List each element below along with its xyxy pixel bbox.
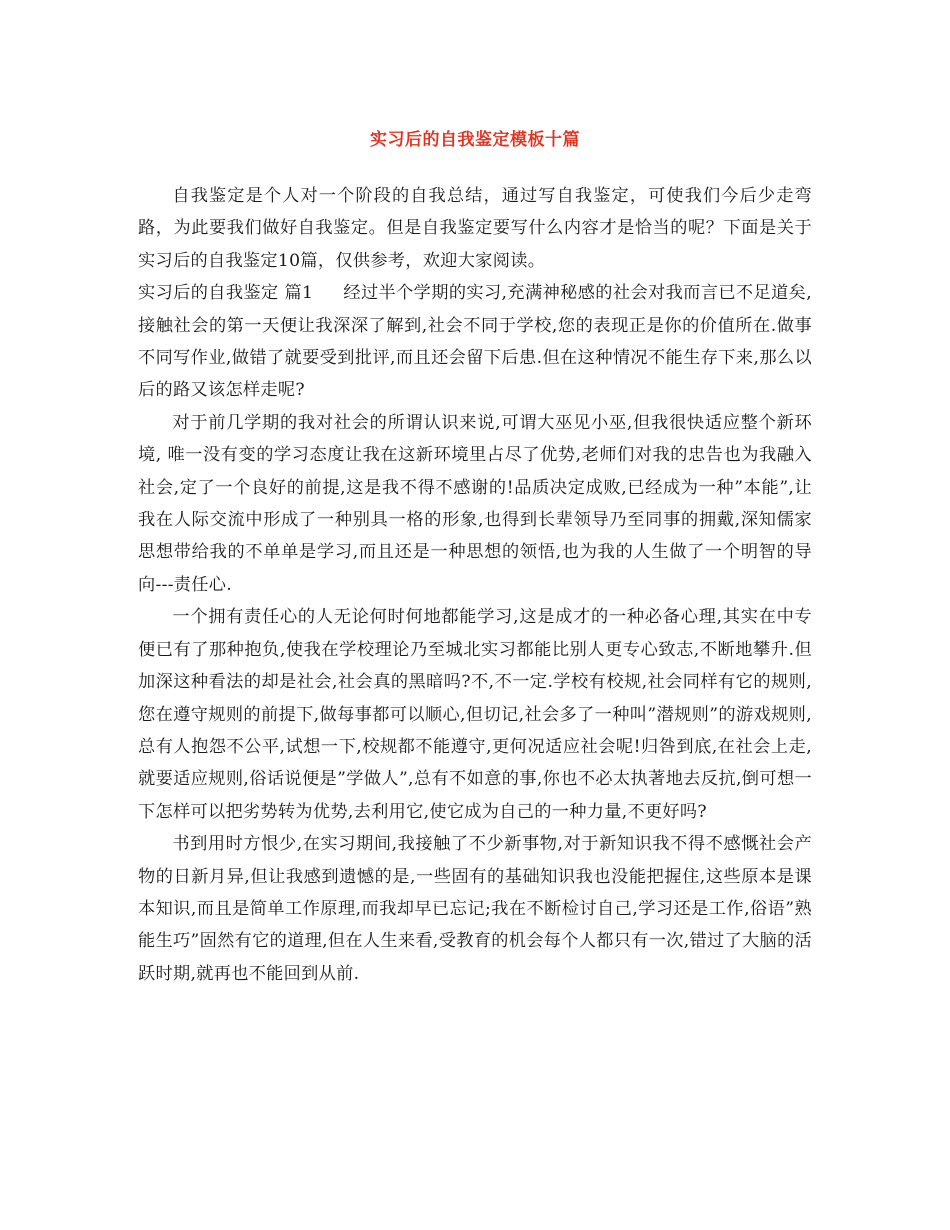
body-paragraph-2: 一个拥有责任心的人无论何时何地都能学习,这是成才的一种必备心理,其实在中专便已有了那种抱负,使我在学校理论乃至城北实习都能比别人更专心致志,不断地攀升.但加深这种看法的却是社会,社会真的黑暗吗?不,不一定.学校有校规,社会同样有它的规则,您在遵守规则的前提下,做每事都可以顺心,但切记,社会多了一种叫”潜规则”的游戏规则,总有人抱怨不公平,试想一下,校规都不能遵守,更何况适应社会呢!归咎到底,在社会上走,就要适应规则,俗话说便是”学做人”,总有不如意的事,你也不必太执著地去反抗,倒可想一下怎样可以把劣势转为优势,去利用它,使它成为自己的一种力量,不更好吗? (138, 607, 812, 822)
section-1-paragraph (138, 277, 812, 407)
body-paragraph-1: 对于前几学期的我对社会的所谓认识来说,可谓大巫见小巫,但我很快适应整个新环境, 唯一没有变的学习态度让我在这新环境里占尽了优势,老师们对我的忠告也为我融入社会,定了一个良好的前提,这是我不得不感谢的!品质决定成败,已经成为一种”本能”,让我在人际交流中形成了一种别具一格的形象,也得到长辈领导乃至同事的拥戴,深知儒家思想带给我的不单单是学习,而且还是一种思想的领悟,也为我的人生做了一个明智的导向---责任心. (138, 412, 812, 595)
intro-paragraph: 自我鉴定是个人对一个阶段的自我总结，通过写自我鉴定，可使我们今后少走弯路，为此要我们做好自我鉴定。但是自我鉴定要写什么内容才是恰当的呢？下面是关于实习后的自我鉴定10篇，仅供参考，欢迎大家阅读。 (138, 186, 812, 271)
section-1-first-text: 经过半个学期的实习,充满神秘感的社会对我而言已不足道矣,接触社会的第一天便让我深深了解到,社会不同于学校,您的表现正是你的价值所在.做事不同写作业,做错了就要受到批评,而且还会留下后患.但在这种情况不能生存下来,那么以后的路又该怎样走呢? (138, 283, 812, 401)
section-heading: 实习后的自我鉴定 篇1 (138, 283, 314, 304)
body-paragraph-3: 书到用时方恨少,在实习期间,我接触了不少新事物,对于新知识我不得不感慨社会产物的日新月异,但让我感到遗憾的是,一些固有的基础知识我也没能把握住,这些原本是课本知识,而且是简单工作原理,而我却早已忘记;我在不断检讨自己,学习还是工作,俗语”熟能生巧”固然有它的道理,但在人生来看,受教育的机会每个人都只有一次,错过了大脑的活跃时期,就再也不能回到从前. (138, 834, 812, 984)
document-title: 实习后的自我鉴定模板十篇 (370, 130, 580, 150)
